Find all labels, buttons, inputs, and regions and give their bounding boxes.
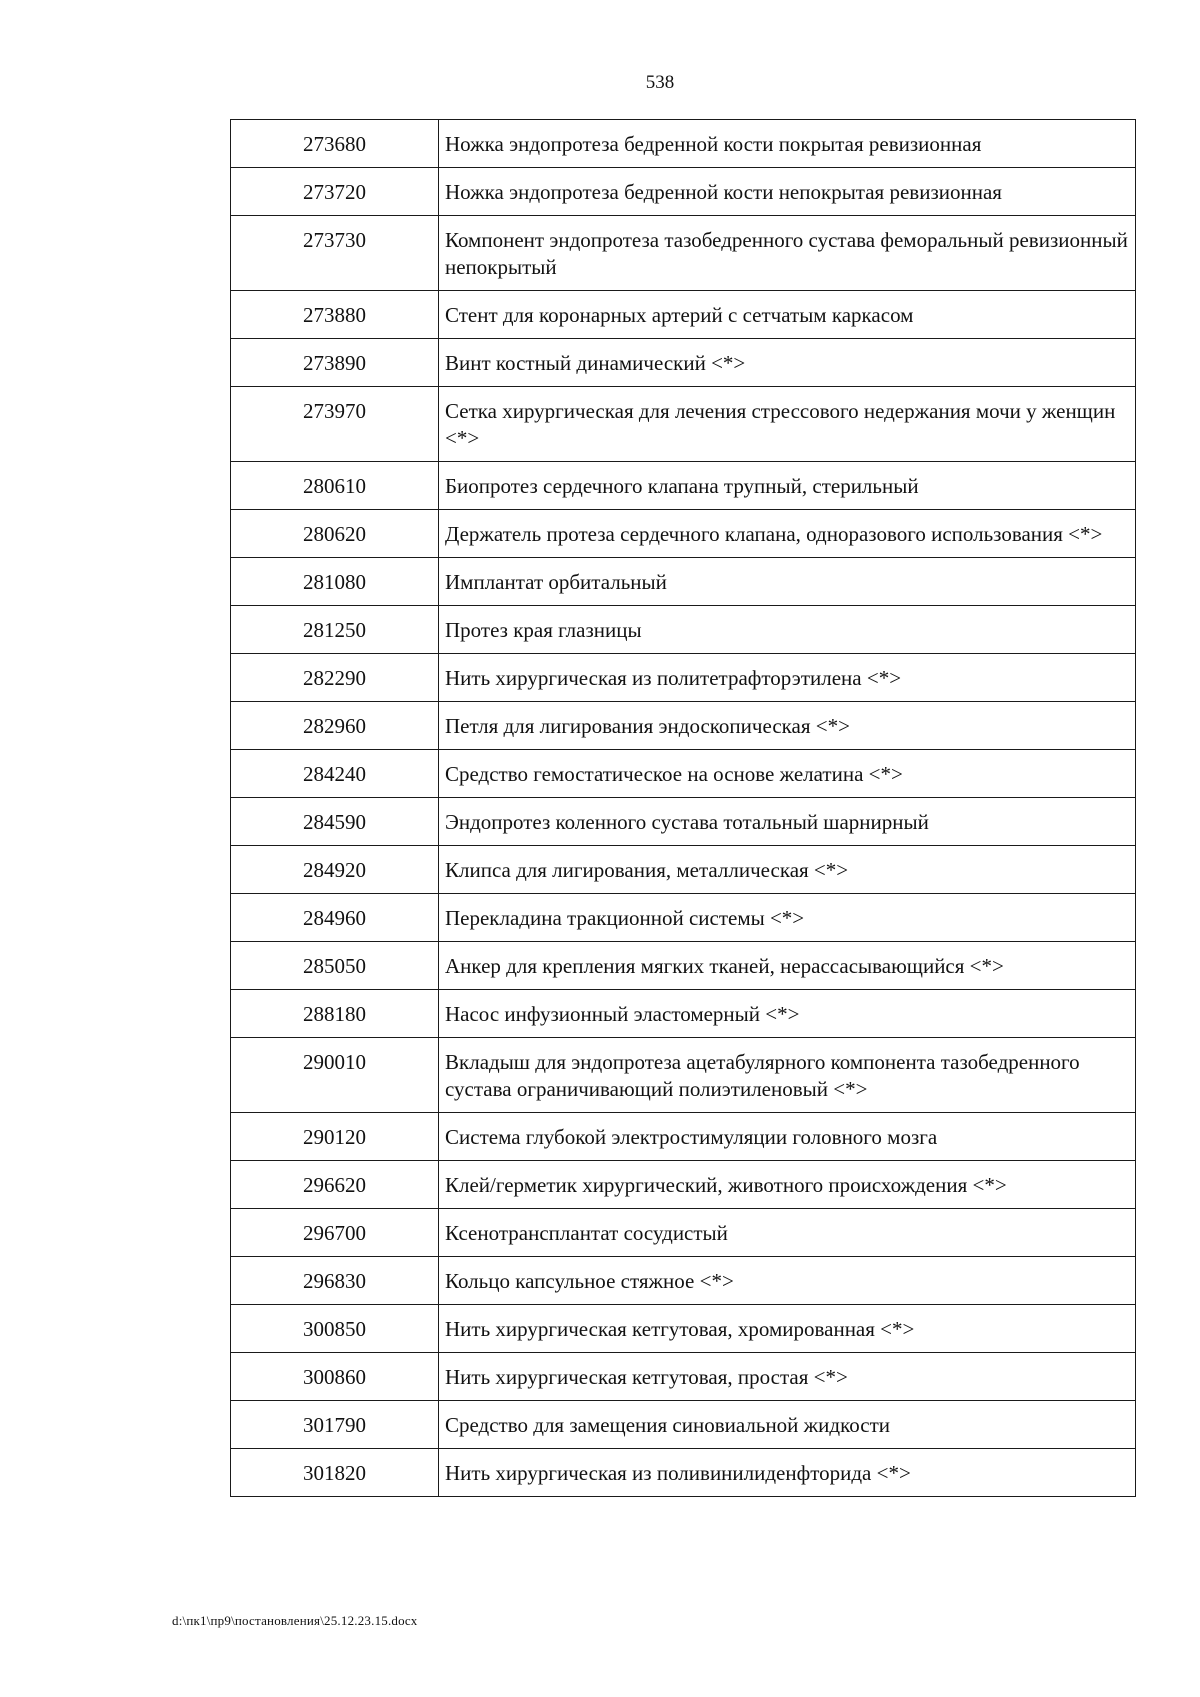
table-row <box>231 798 1136 846</box>
table-body <box>231 120 1136 1497</box>
row-code: 280620 <box>231 510 439 558</box>
row-name: Анкер для крепления мягких тканей, нерассасывающийся <*> <box>439 942 1136 990</box>
row-code: 282290 <box>231 654 439 702</box>
row-name: Средство для замещения синовиальной жидкости <box>439 1401 1136 1449</box>
row-code: 300860 <box>231 1353 439 1401</box>
row-code: 301820 <box>231 1449 439 1497</box>
row-name: Нить хирургическая кетгутовая, хромированная <*> <box>439 1305 1136 1353</box>
row-name: Кольцо капсульное стяжное <*> <box>439 1257 1136 1305</box>
table-row <box>231 1257 1136 1305</box>
table-row <box>231 387 1136 462</box>
row-code: 290010 <box>231 1038 439 1113</box>
row-name: Сетка хирургическая для лечения стрессового недержания мочи у женщин <*> <box>439 387 1136 462</box>
table-row <box>231 510 1136 558</box>
table-row <box>231 1449 1136 1497</box>
row-name: Средство гемостатическое на основе желатина <*> <box>439 750 1136 798</box>
footer-file-path: d:\пк1\пр9\постановления\25.12.23.15.docx <box>172 1613 418 1628</box>
row-name: Вкладыш для эндопротеза ацетабулярного компонента тазобедренного сустава ограничивающий полиэтиленовый <*> <box>439 1038 1136 1113</box>
row-name: Клипса для лигирования, металлическая <*> <box>439 846 1136 894</box>
table-row <box>231 702 1136 750</box>
table-row <box>231 1305 1136 1353</box>
row-code: 282960 <box>231 702 439 750</box>
row-name: Перекладина тракционной системы <*> <box>439 894 1136 942</box>
table-row <box>231 750 1136 798</box>
row-code: 273720 <box>231 168 439 216</box>
table-row <box>231 168 1136 216</box>
row-code: 285050 <box>231 942 439 990</box>
table-row <box>231 846 1136 894</box>
row-name: Компонент эндопротеза тазобедренного сустава феморальный ревизионный непокрытый <box>439 216 1136 291</box>
row-name: Протез края глазницы <box>439 606 1136 654</box>
table-row <box>231 216 1136 291</box>
table-row <box>231 1209 1136 1257</box>
row-code: 273680 <box>231 120 439 168</box>
row-code: 273890 <box>231 339 439 387</box>
table-row <box>231 558 1136 606</box>
row-name: Биопротез сердечного клапана трупный, стерильный <box>439 462 1136 510</box>
table-row <box>231 120 1136 168</box>
row-name: Клей/герметик хирургический, животного происхождения <*> <box>439 1161 1136 1209</box>
row-name: Насос инфузионный эластомерный <*> <box>439 990 1136 1038</box>
device-codes-table <box>230 119 1136 1497</box>
page-number: 538 <box>645 72 675 93</box>
row-name: Нить хирургическая кетгутовая, простая <*> <box>439 1353 1136 1401</box>
row-code: 273880 <box>231 291 439 339</box>
row-code: 284240 <box>231 750 439 798</box>
table-row <box>231 606 1136 654</box>
row-code: 284590 <box>231 798 439 846</box>
row-name: Петля для лигирования эндоскопическая <*> <box>439 702 1136 750</box>
row-code: 280610 <box>231 462 439 510</box>
row-name: Система глубокой электростимуляции головного мозга <box>439 1113 1136 1161</box>
row-code: 296620 <box>231 1161 439 1209</box>
table-row <box>231 291 1136 339</box>
table-row <box>231 654 1136 702</box>
row-name: Держатель протеза сердечного клапана, одноразового использования <*> <box>439 510 1136 558</box>
row-code: 273970 <box>231 387 439 462</box>
row-code: 296700 <box>231 1209 439 1257</box>
table-row <box>231 1038 1136 1113</box>
row-name: Нить хирургическая из поливинилиденфторида <*> <box>439 1449 1136 1497</box>
table-row <box>231 339 1136 387</box>
row-name: Ножка эндопротеза бедренной кости непокрытая ревизионная <box>439 168 1136 216</box>
row-code: 273730 <box>231 216 439 291</box>
row-code: 300850 <box>231 1305 439 1353</box>
table-row <box>231 1353 1136 1401</box>
row-name: Стент для коронарных артерий с сетчатым каркасом <box>439 291 1136 339</box>
row-code: 281250 <box>231 606 439 654</box>
row-code: 288180 <box>231 990 439 1038</box>
row-name: Имплантат орбитальный <box>439 558 1136 606</box>
row-name: Ксенотрансплантат сосудистый <box>439 1209 1136 1257</box>
row-name: Эндопротез коленного сустава тотальный шарнирный <box>439 798 1136 846</box>
table-row <box>231 894 1136 942</box>
table-row <box>231 1401 1136 1449</box>
row-code: 290120 <box>231 1113 439 1161</box>
row-code: 281080 <box>231 558 439 606</box>
row-code: 284920 <box>231 846 439 894</box>
row-code: 301790 <box>231 1401 439 1449</box>
table-row <box>231 1113 1136 1161</box>
row-name: Винт костный динамический <*> <box>439 339 1136 387</box>
row-code: 296830 <box>231 1257 439 1305</box>
row-name: Ножка эндопротеза бедренной кости покрытая ревизионная <box>439 120 1136 168</box>
table-row <box>231 942 1136 990</box>
row-code: 284960 <box>231 894 439 942</box>
table-row <box>231 462 1136 510</box>
table-row <box>231 1161 1136 1209</box>
table-row <box>231 990 1136 1038</box>
row-name: Нить хирургическая из политетрафторэтилена <*> <box>439 654 1136 702</box>
